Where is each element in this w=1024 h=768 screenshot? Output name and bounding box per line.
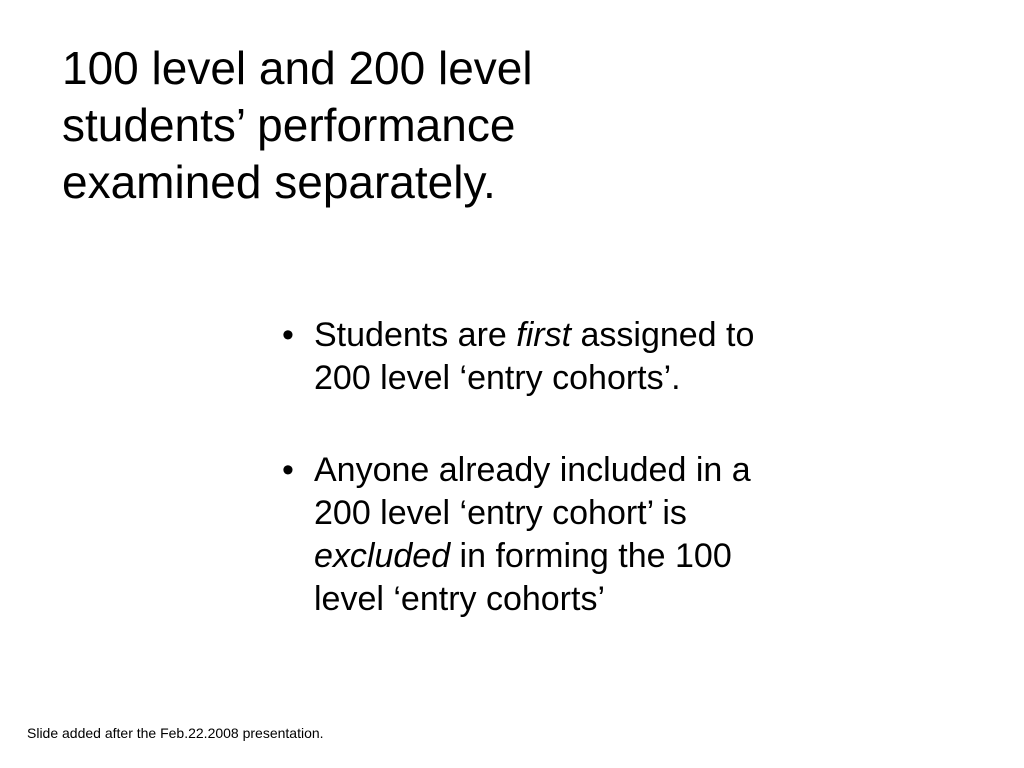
bullet-marker: • [282, 316, 294, 354]
slide-title-line: examined separately. [62, 156, 496, 208]
bullet-text-line: 200 level ‘entry cohorts’. [314, 359, 681, 397]
slide-title-line: 100 level and 200 level [62, 42, 533, 94]
bullet-marker: • [282, 451, 294, 489]
bullet-item [282, 449, 922, 621]
bullet-text-line: level ‘entry cohorts’ [314, 580, 606, 618]
bullet-text: in forming the 100 [450, 537, 732, 575]
bullet-text-line [314, 535, 922, 578]
bullet-text-line: 200 level ‘entry cohort’ is [314, 494, 687, 532]
bullet-emphasis: excluded [314, 537, 451, 575]
footnote: Slide added after the Feb.22.2008 presentation. [27, 725, 324, 741]
slide-title-line: students’ performance [62, 99, 516, 151]
bullet-item [282, 314, 922, 400]
bullet-emphasis: first [516, 316, 572, 354]
slide-title [62, 40, 702, 211]
bullet-text: Students are [314, 316, 517, 354]
bullet-list [282, 314, 922, 621]
bullet-text-line [314, 314, 922, 357]
bullet-text-line: Anyone already included in a [314, 451, 751, 489]
bullet-text: assigned to [571, 316, 755, 354]
